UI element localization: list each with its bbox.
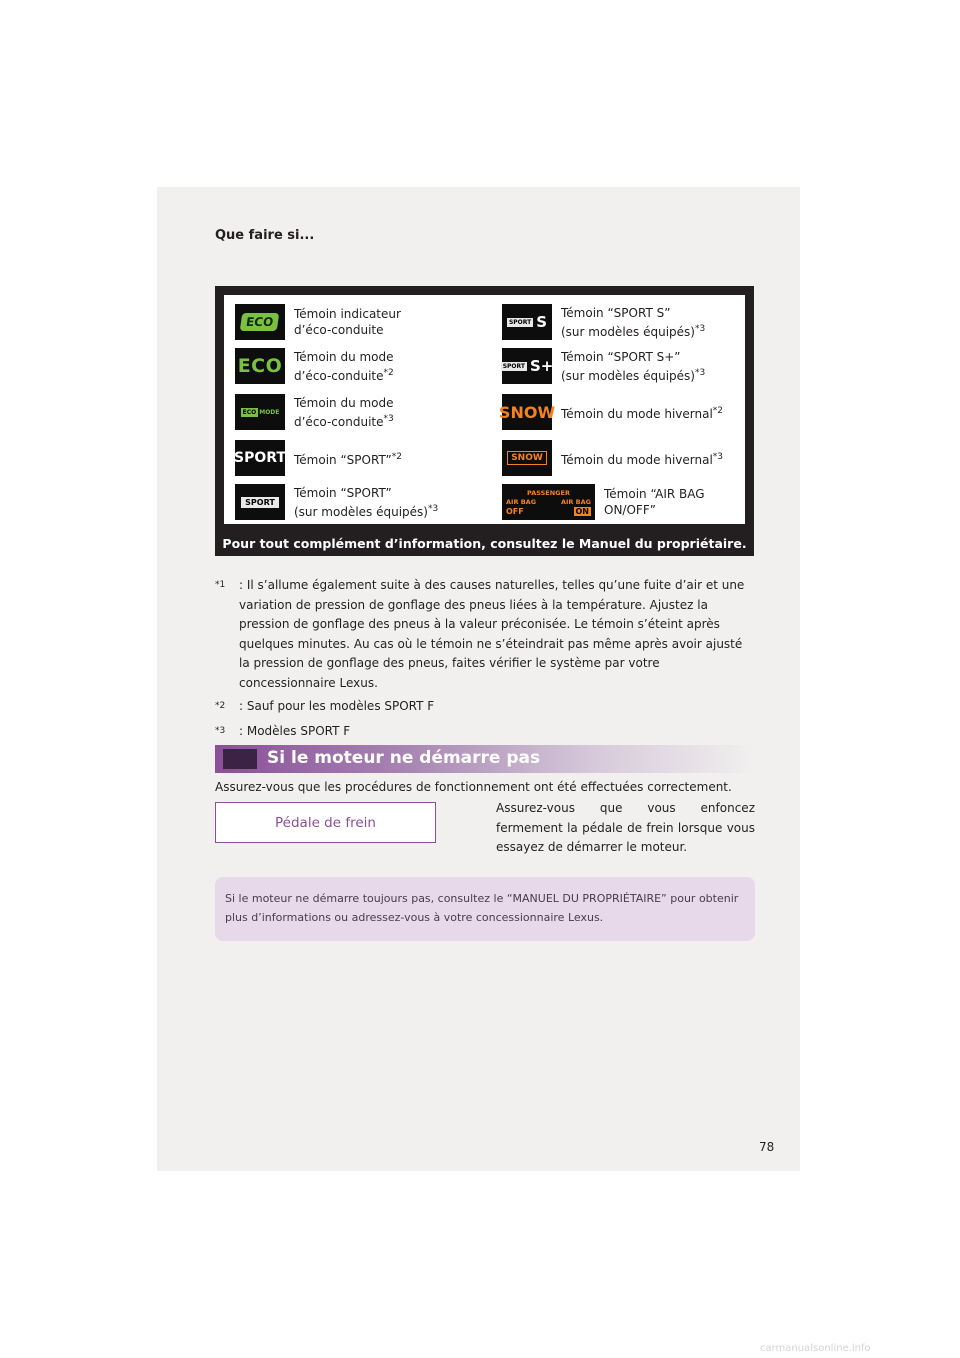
indicator-grid	[224, 295, 745, 524]
indicator-item: ECO Témoin du mode d’éco-conduite$^{*2}$	[235, 348, 394, 384]
indicator-item: ECO Témoin indicateur d’éco-conduite	[235, 304, 401, 340]
section-heading-text: Si le moteur ne démarre pas	[267, 748, 541, 768]
footnotes	[215, 576, 755, 748]
indicator-item: SNOW Témoin du mode hivernal$^{*3}$	[502, 440, 723, 476]
eco-mode-icon: ECO	[235, 348, 285, 384]
eco-indicator-icon: ECO	[235, 304, 285, 340]
airbag-icon: PASSENGER AIR BAG AIR BAG OFF ON	[502, 484, 595, 520]
brake-pedal-label: Pédale de frein	[215, 802, 436, 843]
panel-caption: Pour tout complément d’information, consultez le Manuel du propriétaire.	[222, 536, 747, 551]
watermark: carmanualsonline.info	[760, 1343, 871, 1354]
section-title: Que faire si...	[215, 228, 315, 243]
footnote: $^{*1}$ : Il s’allume également suite à des causes naturelles, telles qu’une fuite d’air et une variation de pression de gonflage des pneus liées à la température. Ajustez la pression de gonflage des pneus à la valeur préconisée. Le témoin s’éteint après quelques minutes. Au cas où le témoin ne s’éteindrait pas même après avoir ajusté la pression de gonflage des pneus, faites vérifier le système par votre concessionnaire Lexus.	[215, 578, 745, 690]
indicator-item: PASSENGER AIR BAG AIR BAG OFF ON Témoin “AIR BAG ON/OFF”	[502, 484, 705, 520]
footnote: $^{*2}$ : Sauf pour les modèles SPORT F	[215, 698, 435, 713]
indicator-item: SPORT S+ Témoin “SPORT S+” (sur modèles équipés)$^{*3}$	[502, 349, 706, 383]
indicator-item: SPORT Témoin “SPORT”$^{*2}$	[235, 440, 402, 476]
indicator-panel	[215, 286, 754, 556]
snow-mode-small-icon: SNOW	[502, 440, 552, 476]
sport-small-icon: SPORT	[235, 484, 285, 520]
section-thumbnail-icon	[223, 749, 257, 769]
sport-s-icon: SPORT S	[502, 304, 552, 340]
eco-mode-small-icon: ECO MODE	[235, 394, 285, 430]
indicator-item: SPORT Témoin “SPORT” (sur modèles équipés)$^{*3}$	[235, 484, 438, 520]
indicator-item: ECO MODE Témoin du mode d’éco-conduite$^{*3}$	[235, 394, 394, 430]
indicator-item: SPORT S Témoin “SPORT S” (sur modèles équipés)$^{*3}$	[502, 304, 705, 340]
section-heading	[215, 745, 755, 773]
info-box: Si le moteur ne démarre toujours pas, consultez le “MANUEL DU PROPRIÉTAIRE” pour obtenir plus d’informations ou adressez-vous à votre concessionnaire Lexus.	[215, 877, 755, 941]
footnote: $^{*3}$ : Modèles SPORT F	[215, 724, 351, 739]
snow-mode-icon: SNOW	[502, 394, 552, 430]
sport-icon: SPORT	[235, 440, 285, 476]
intro-text: Assurez-vous que les procédures de fonctionnement ont été effectuées correctement.	[215, 780, 732, 794]
page-number: 78	[759, 1140, 775, 1154]
indicator-item: SNOW Témoin du mode hivernal$^{*2}$	[502, 394, 723, 430]
sport-s-plus-icon: SPORT S+	[502, 348, 552, 384]
brake-pedal-text: Assurez-vous que vous enfoncez fermement la pédale de frein lorsque vous essayez de démarrer le moteur.	[496, 801, 755, 854]
